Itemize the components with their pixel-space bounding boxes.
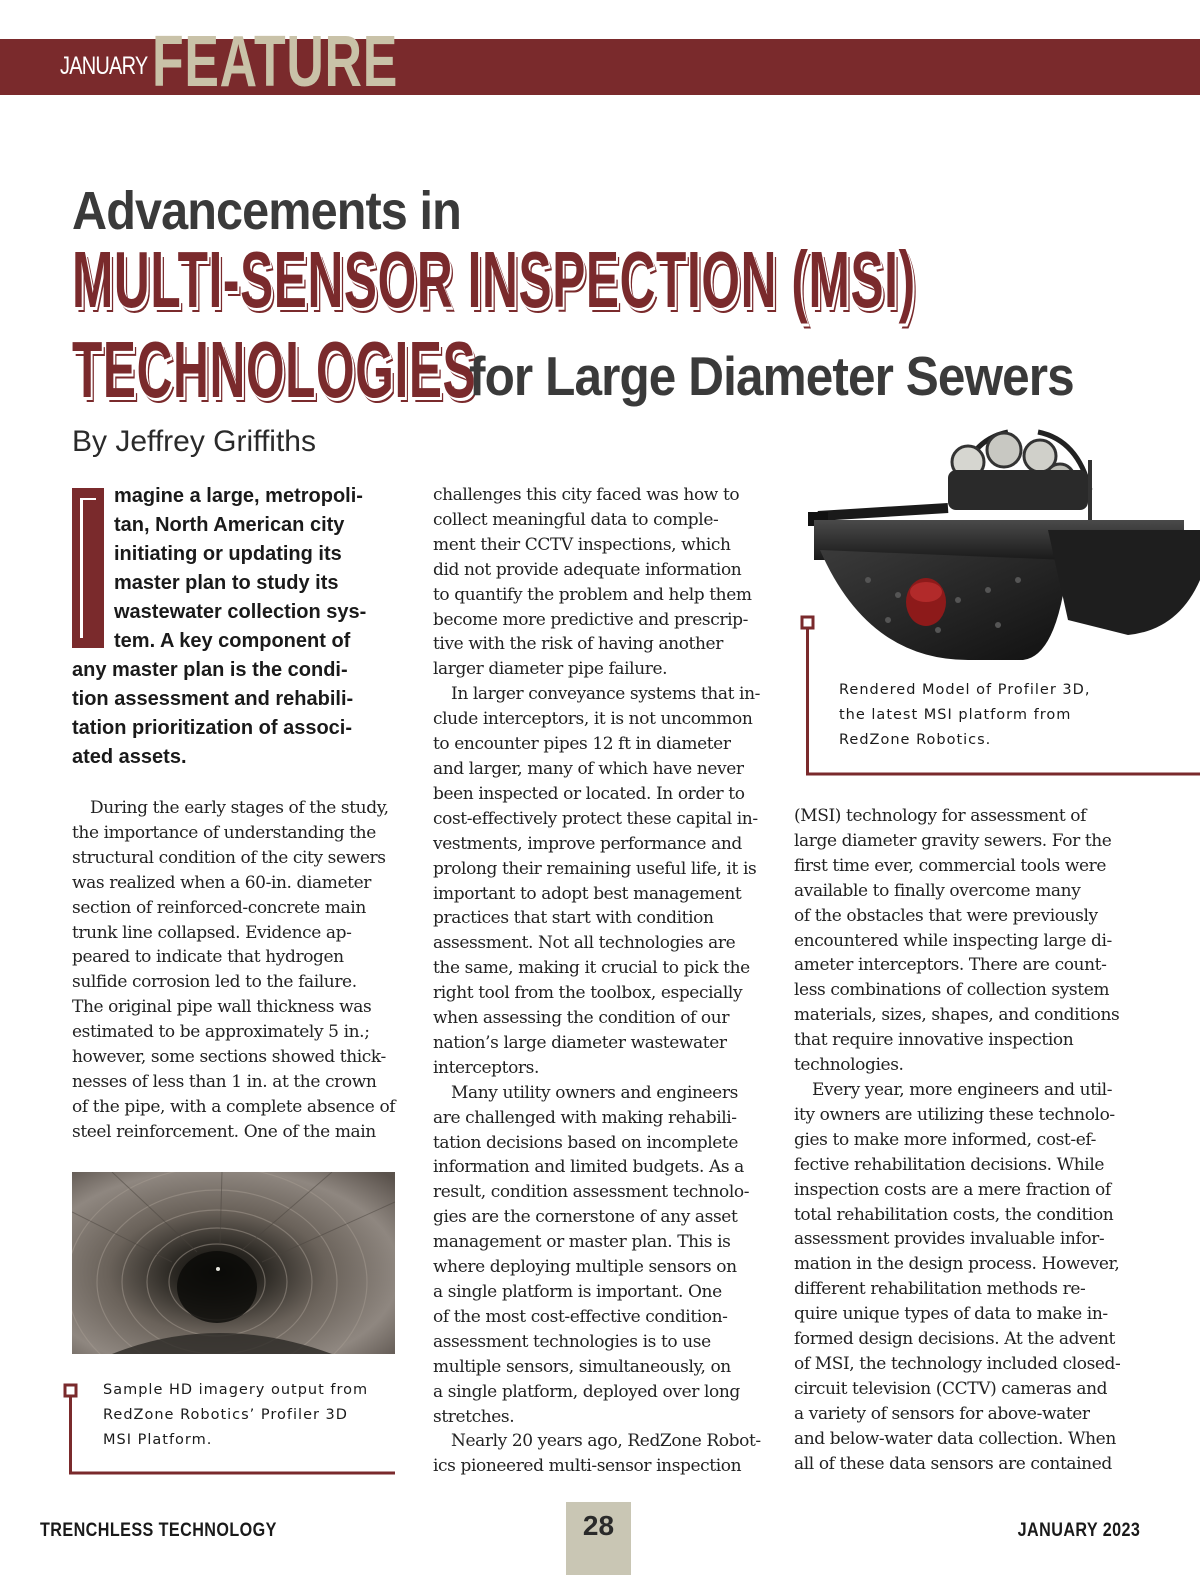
body-line: technologies.	[794, 1055, 904, 1076]
body-line: tation decisions based on incomplete	[433, 1132, 739, 1153]
body-line: and below-water data collection. When	[794, 1428, 1116, 1449]
sewer-photo	[72, 1172, 395, 1354]
caption-line: Rendered Model of Profiler 3D,	[839, 682, 1091, 698]
body-line: peared to indicate that hydrogen	[72, 947, 344, 968]
body-line: nation’s large diameter wastewater	[433, 1032, 727, 1053]
body-line: right tool from the toolbox, especially	[433, 983, 743, 1004]
body-line: trunk line collapsed. Evidence ap-	[72, 922, 352, 943]
body-line: where deploying multiple sensors on	[433, 1257, 737, 1278]
body-line: cost-effectively protect these capital in-	[433, 808, 758, 829]
body-line: the importance of understanding the	[72, 822, 376, 843]
body-line: fective rehabilitation decisions. While	[794, 1154, 1105, 1175]
body-line: of the most cost-effective condition-	[433, 1306, 728, 1327]
body-line: steel reinforcement. One of the main	[72, 1121, 376, 1142]
body-line: large diameter gravity sewers. For the	[794, 830, 1112, 851]
title-line-1: Advancements in	[72, 181, 461, 241]
body-line: been inspected or located. In order to	[433, 783, 745, 804]
caption-line: MSI Platform.	[103, 1432, 213, 1448]
body-column-1	[72, 796, 396, 1145]
body-line: challenges this city faced was how to	[433, 485, 740, 505]
body-line: of the obstacles that were previously	[794, 905, 1098, 926]
body-line: available to finally overcome many	[794, 880, 1081, 901]
body-line: management or master plan. This is	[433, 1232, 731, 1253]
body-line: assessment. Not all technologies are	[433, 933, 736, 954]
body-line: however, some sections showed thick-	[72, 1047, 386, 1068]
title-line-3: TECHNOLOGIES	[72, 325, 477, 414]
lede-line: wastewater collection sys-	[114, 601, 367, 623]
body-line: section of reinforced-concrete main	[72, 897, 366, 918]
body-line: structural condition of the city sewers	[72, 847, 386, 868]
body-line: mation in the design process. However,	[794, 1254, 1120, 1275]
title-line-3-rest: for Large Diameter Sewers	[469, 345, 1074, 407]
body-line: multiple sensors, simultaneously, on	[433, 1356, 731, 1377]
body-line: Many utility owners and engineers	[451, 1082, 738, 1103]
caption-sewer-photo	[103, 1378, 368, 1453]
body-line: of MSI, the technology included closed-	[794, 1353, 1121, 1374]
lede-line: tem. A key component of	[114, 630, 351, 652]
lede-line: tion assessment and rehabili-	[72, 688, 354, 710]
body-column-3	[794, 804, 1124, 1476]
body-line: During the early stages of the study,	[90, 798, 389, 818]
footer-publication: TRENCHLESS TECHNOLOGY	[40, 1520, 277, 1541]
body-line: was realized when a 60-in. diameter	[72, 872, 371, 893]
lede-line: ated assets.	[72, 746, 187, 768]
body-line: clude interceptors, it is not uncommon	[433, 709, 753, 730]
body-line: larger diameter pipe failure.	[433, 659, 668, 680]
body-line: a variety of sensors for above-water	[794, 1403, 1090, 1424]
body-line: assessment provides invaluable infor-	[794, 1229, 1105, 1250]
body-line: The original pipe wall thickness was	[72, 997, 372, 1018]
body-line: sulfide corrosion led to the failure.	[72, 972, 357, 993]
body-line: practices that start with condition	[433, 908, 714, 929]
header-month: JANUARY	[60, 52, 148, 80]
caption-line: Sample HD imagery output from	[103, 1382, 369, 1398]
body-line: total rehabilitation costs, the condition	[794, 1204, 1114, 1225]
body-line: gies to make more informed, cost-ef-	[794, 1129, 1097, 1150]
body-line: the same, making it crucial to pick the	[433, 958, 750, 979]
body-line: interceptors.	[433, 1057, 539, 1078]
body-line: a single platform is important. One	[433, 1282, 722, 1302]
lede-line: magine a large, metropoli-	[114, 485, 363, 507]
body-line: nesses of less than 1 in. at the crown	[72, 1071, 377, 1092]
lede-line: tan, North American city	[114, 514, 345, 536]
body-line: (MSI) technology for assessment of	[794, 806, 1086, 826]
lede-line: tation prioritization of associ-	[72, 717, 353, 739]
body-line: information and limited budgets. As a	[433, 1157, 744, 1178]
body-line: prolong their remaining useful life, it is	[433, 858, 757, 879]
body-line: that require innovative inspection	[794, 1030, 1074, 1051]
caption-line: RedZone Robotics.	[839, 732, 992, 748]
caption-robot-render	[839, 678, 1090, 753]
body-line: all of these data sensors are contained	[794, 1453, 1112, 1474]
caption-line: the latest MSI platform from	[839, 707, 1072, 723]
body-line: encountered while inspecting large di-	[794, 930, 1112, 951]
body-line: a single platform, deployed over long	[433, 1381, 740, 1402]
body-line: first time ever, commercial tools were	[794, 855, 1107, 876]
body-line: Every year, more engineers and util-	[812, 1079, 1113, 1100]
body-line: ity owners are utilizing these technolo-	[794, 1104, 1115, 1125]
body-line: ics pioneered multi-sensor inspection	[433, 1456, 742, 1477]
body-line: stretches.	[433, 1406, 515, 1427]
body-line: result, condition assessment technolo-	[433, 1182, 750, 1203]
body-line: collect meaningful data to comple-	[433, 509, 719, 530]
body-line: vestments, improve performance and	[433, 833, 742, 854]
body-line: when assessing the condition of our	[433, 1008, 730, 1029]
body-line: ameter interceptors. There are count-	[794, 955, 1107, 976]
body-line: quire unique types of data to make in-	[794, 1304, 1108, 1325]
body-line: and larger, many of which have never	[433, 758, 744, 779]
lede-line: initiating or updating its	[114, 543, 342, 565]
body-line: assessment technologies is to use	[433, 1331, 711, 1352]
lede-line: master plan to study its	[114, 572, 339, 594]
byline: By Jeffrey Griffiths	[72, 425, 316, 458]
body-line: gies are the cornerstone of any asset	[433, 1207, 738, 1228]
body-column-2	[433, 483, 763, 1479]
footer-issue-date: JANUARY 2023	[1017, 1520, 1140, 1541]
sewer-tunnel-image	[72, 1172, 395, 1354]
body-line: to quantify the problem and help them	[433, 584, 752, 605]
body-line: different rehabilitation methods re-	[794, 1279, 1086, 1300]
body-line: Nearly 20 years ago, RedZone Robot-	[451, 1431, 761, 1452]
body-line: materials, sizes, shapes, and conditions	[794, 1005, 1120, 1026]
body-line: important to adopt best management	[433, 883, 742, 904]
body-line: to encounter pipes 12 ft in diameter	[433, 734, 731, 755]
body-line: ment their CCTV inspections, which	[433, 534, 731, 555]
lede-line: any master plan is the condi-	[72, 659, 348, 681]
body-line: circuit television (CCTV) cameras and	[794, 1378, 1108, 1399]
body-line: estimated to be approximately 5 in.;	[72, 1022, 370, 1043]
body-line: of the pipe, with a complete absence of	[72, 1096, 396, 1117]
header-section: FEATURE	[152, 22, 398, 102]
page-number: 28	[582, 1510, 615, 1541]
body-line: formed design decisions. At the advent	[794, 1329, 1115, 1350]
body-line: did not provide adequate information	[433, 559, 742, 580]
body-line: inspection costs are a mere fraction of	[794, 1179, 1111, 1200]
body-line: In larger conveyance systems that in-	[451, 684, 760, 705]
body-line: are challenged with making rehabili-	[433, 1107, 737, 1128]
body-line: less combinations of collection system	[794, 980, 1110, 1001]
body-line: become more predictive and prescrip-	[433, 609, 748, 630]
lede-paragraph	[72, 482, 392, 772]
body-line: tive with the risk of having another	[433, 634, 723, 655]
title-line-2: MULTI-SENSOR INSPECTION (MSI)	[72, 235, 916, 324]
caption-line: RedZone Robotics’ Profiler 3D	[103, 1407, 348, 1423]
